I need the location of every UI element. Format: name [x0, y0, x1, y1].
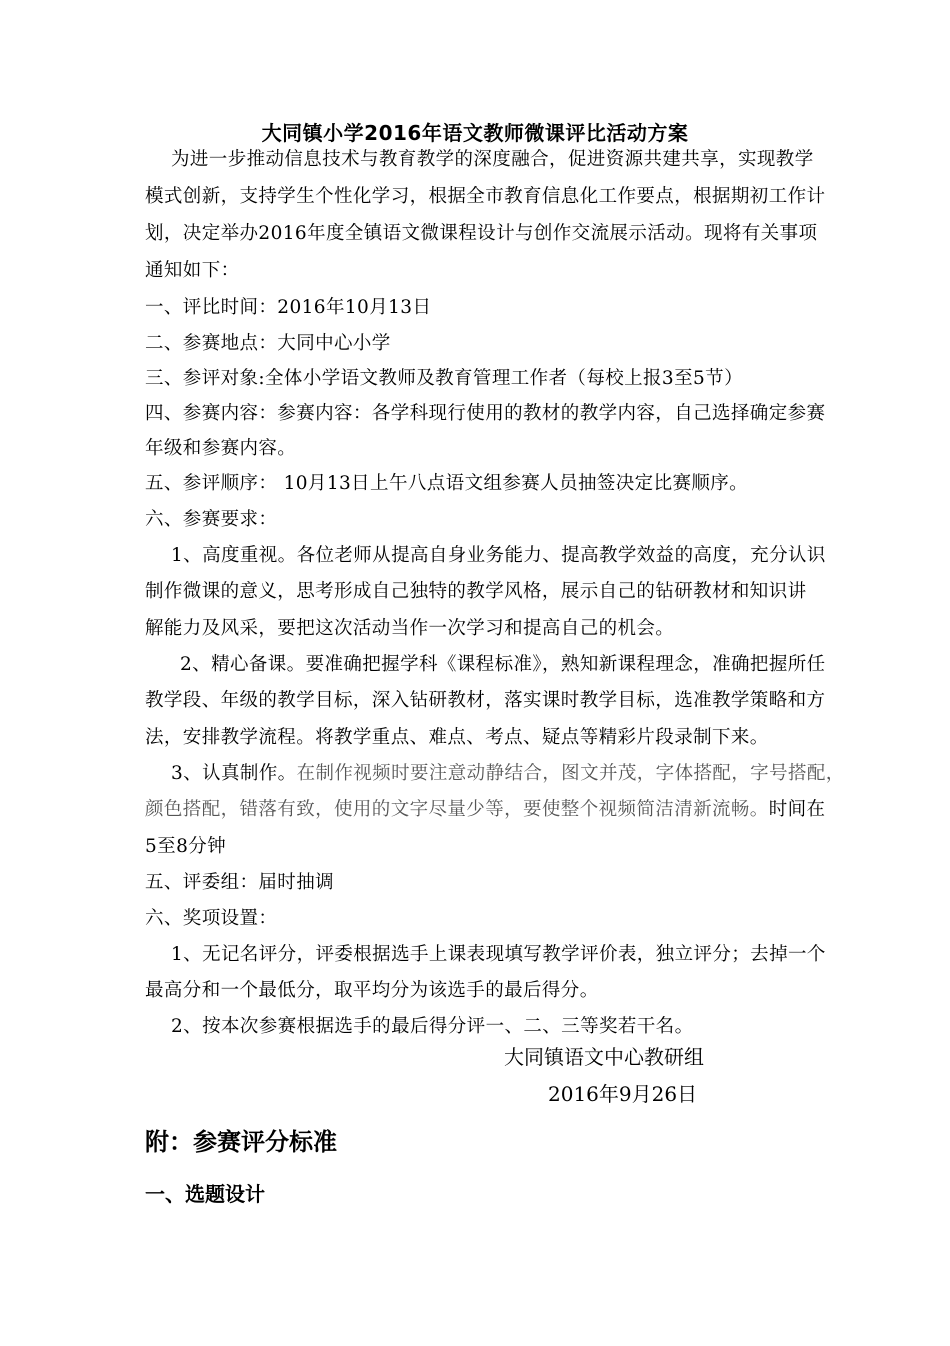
intro-line-3: 划，决定举办2016年度全镇语文微课程设计与创作交流展示活动。现将有关事项 [145, 223, 818, 244]
item-place: 二、参赛地点：大同中心小学 [145, 333, 391, 354]
award1-line-2: 最高分和一个最低分，取平均分为该选手的最后得分。 [145, 980, 599, 1001]
req2-line-3: 法，安排教学流程。将教学重点、难点、考点、疑点等精彩片段录制下来。 [145, 727, 769, 748]
awards-heading: 六、奖项设置： [145, 908, 278, 929]
item-content-line-1: 四、参赛内容：参赛内容：各学科现行使用的教材的教学内容，自己选择确定参赛 [145, 403, 826, 424]
appendix-heading: 附：参赛评分标准 [145, 1128, 337, 1156]
requirements-heading: 六、参赛要求： [145, 509, 278, 530]
req2-line-2: 教学段、年级的教学目标，深入钻研教材，落实课时教学目标，选准教学策略和方 [145, 690, 826, 711]
signature-org: 大同镇语文中心教研组 [504, 1045, 704, 1069]
req1-line-1: 1、高度重视。各位老师从提高自身业务能力、提高教学效益的高度，充分认识 [171, 545, 826, 566]
req1-line-3: 解能力及风采，要把这次活动当作一次学习和提高自己的机会。 [145, 618, 675, 639]
award1-line-1: 1、无记名评分，评委根据选手上课表现填写教学评价表，独立评分；去掉一个 [171, 944, 826, 965]
item-jury: 五、评委组：届时抽调 [145, 872, 335, 893]
signature-date: 2016年9月26日 [548, 1082, 698, 1106]
req2-line-1: 2、精心备课。要准确把握学科《课程标准》，熟知新课程理念，准确把握所任 [180, 654, 826, 675]
item-order: 五、参评顺序： 10月13日上午八点语文组参赛人员抽签决定比赛顺序。 [145, 473, 749, 494]
req3-line-1 [171, 761, 845, 787]
req3-line-2 [145, 797, 825, 823]
document-title: 大同镇小学2016年语文教师微课评比活动方案 [261, 121, 689, 145]
req3-tail: 时间在 [768, 799, 826, 820]
intro-line-4: 通知如下： [145, 260, 240, 281]
award2-line: 2、按本次参赛根据选手的最后得分评一、二、三等奖若干名。 [171, 1016, 694, 1037]
req3-gray-text-2: 颜色搭配，错落有致，使用的文字尽量少等，要使整个视频简洁清新流畅。 [145, 799, 769, 820]
intro-line-1: 为进一步推动信息技术与教育教学的深度融合，促进资源共建共享，实现教学 [171, 149, 814, 170]
item-time: 一、评比时间：2016年10月13日 [145, 297, 432, 318]
intro-line-2: 模式创新，支持学生个性化学习，根据全市教育信息化工作要点，根据期初工作计 [145, 186, 826, 207]
req3-prefix: 3、认真制作。 [171, 763, 297, 784]
section-heading: 一、选题设计 [145, 1182, 265, 1206]
item-content-line-2: 年级和参赛内容。 [145, 438, 297, 459]
req3-gray-text-1: 在制作视频时要注意动静结合，图文并茂，字体搭配，字号搭配， [296, 763, 845, 784]
req1-line-2: 制作微课的意义，思考形成自己独特的教学风格，展示自己的钻研教材和知识讲 [145, 581, 807, 602]
req3-line-3: 5至8分钟 [145, 836, 227, 857]
item-target: 三、参评对象:全体小学语文教师及教育管理工作者（每校上报3至5节） [145, 368, 743, 389]
